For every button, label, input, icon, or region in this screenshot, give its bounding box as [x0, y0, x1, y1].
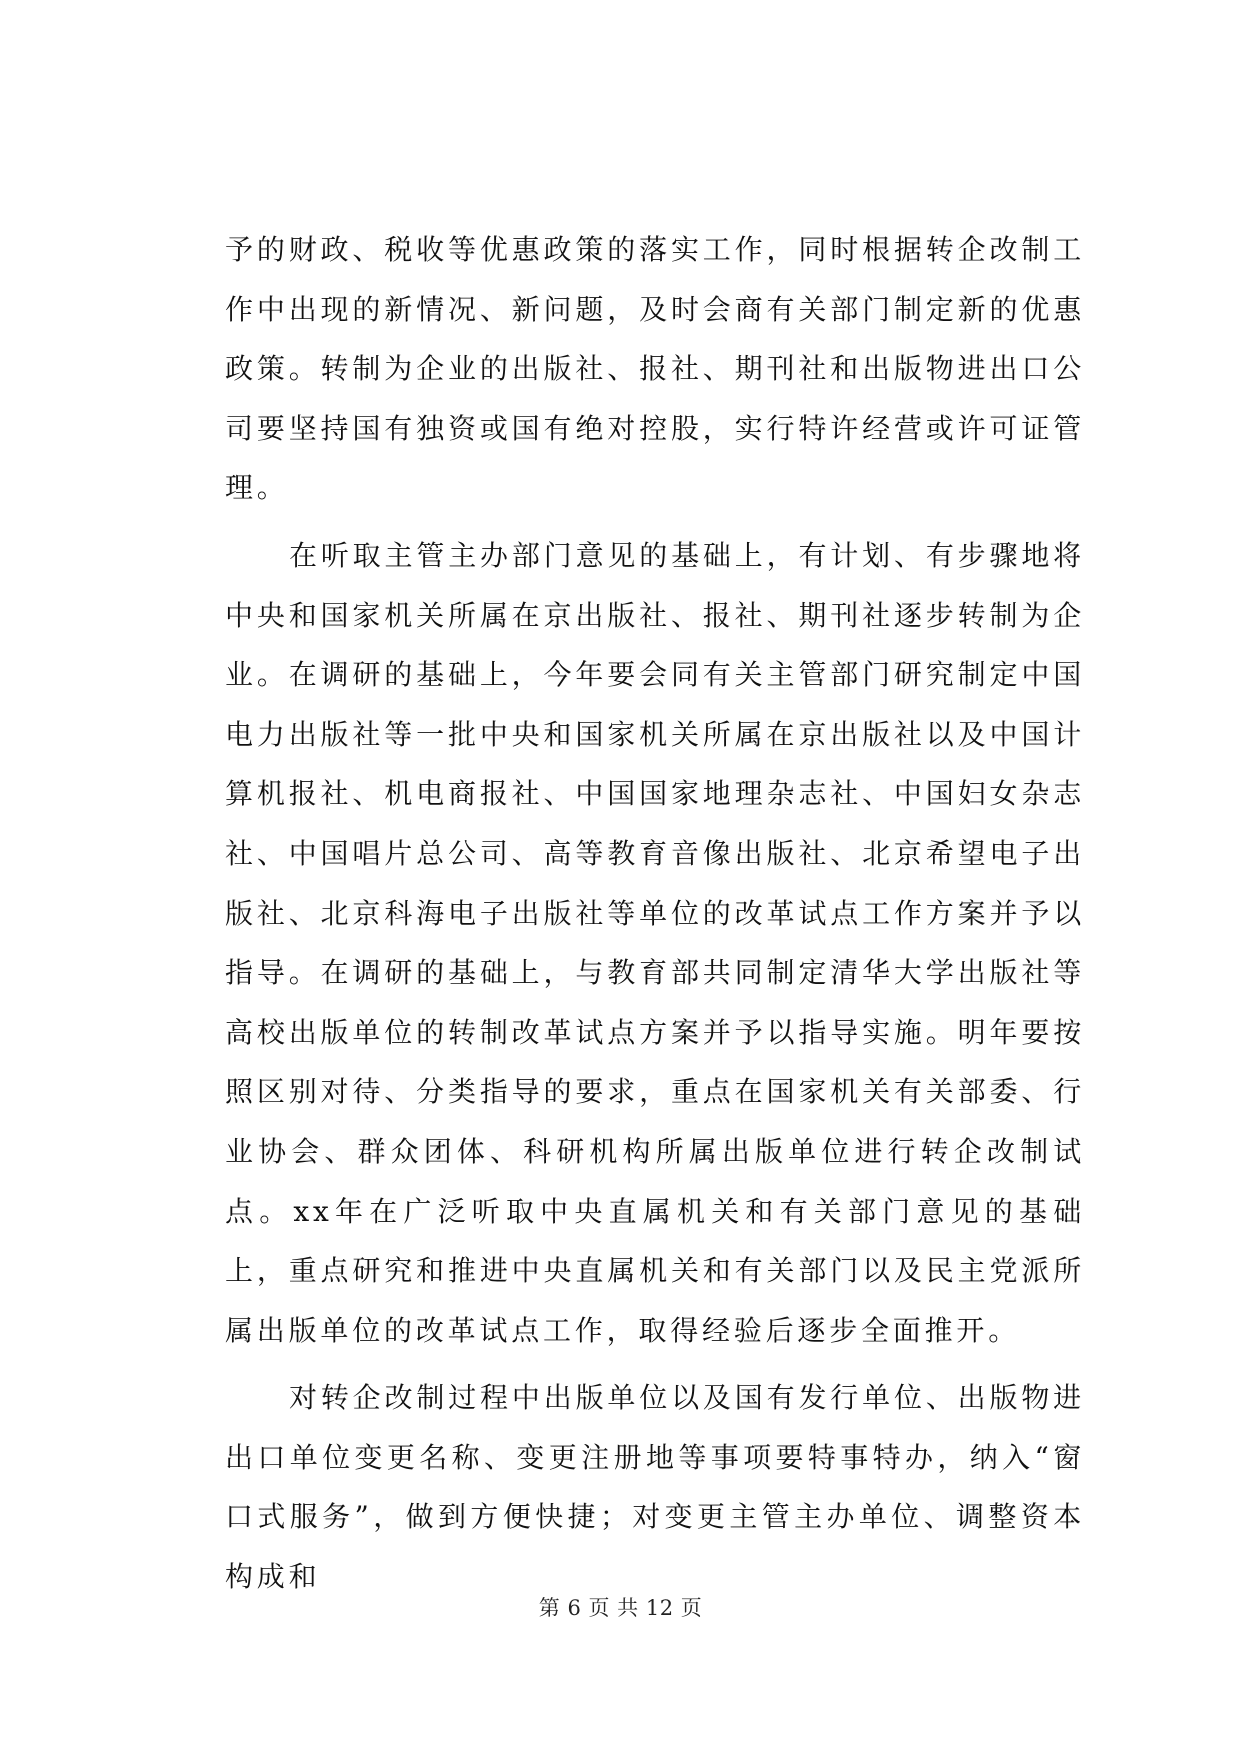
paragraph-continued: 予的财政、税收等优惠政策的落实工作，同时根据转企改制工作中出现的新情况、新问题，及时会商有关部门制定新的优惠政策。转制为企业的出版社、报社、期刊社和出版物进出口公司要坚持国有独资或国有绝对控股，实行特许经营或许可证管理。 [225, 233, 1085, 505]
document-body [225, 220, 1085, 1607]
paragraph-window-service: 对转企改制过程中出版单位以及国有发行单位、出版物进出口单位变更名称、变更注册地等事项要特事特办，纳入“窗口式服务”，做到方便快捷；对变更主管主办单位、调整资本构成和 [225, 1381, 1085, 1594]
paragraph-pilot-reform: 在听取主管主办部门意见的基础上，有计划、有步骤地将中央和国家机关所属在京出版社、报社、期刊社逐步转制为企业。在调研的基础上，今年要会同有关主管部门研究制定中国电力出版社等一批中央和国家机关所属在京出版社以及中国计算机报社、机电商报社、中国国家地理杂志社、中国妇女杂志社、中国唱片总公司、高等教育音像出版社、北京希望电子出版社、北京科海电子出版社等单位的改革试点工作方案并予以指导。在调研的基础上，与教育部共同制定清华大学出版社等高校出版单位的转制改革试点方案并予以指导实施。明年要按照区别对待、分类指导的要求，重点在国家机关有关部委、行业协会、群众团体、科研机构所属出版单位进行转企改制试点。xx年在广泛听取中央直属机关和有关部门意见的基础上，重点研究和推进中央直属机关和有关部门以及民主党派所属出版单位的改革试点工作，取得经验后逐步全面推开。 [225, 538, 1085, 1347]
page-number-footer: 第 6 页 共 12 页 [538, 1596, 703, 1620]
